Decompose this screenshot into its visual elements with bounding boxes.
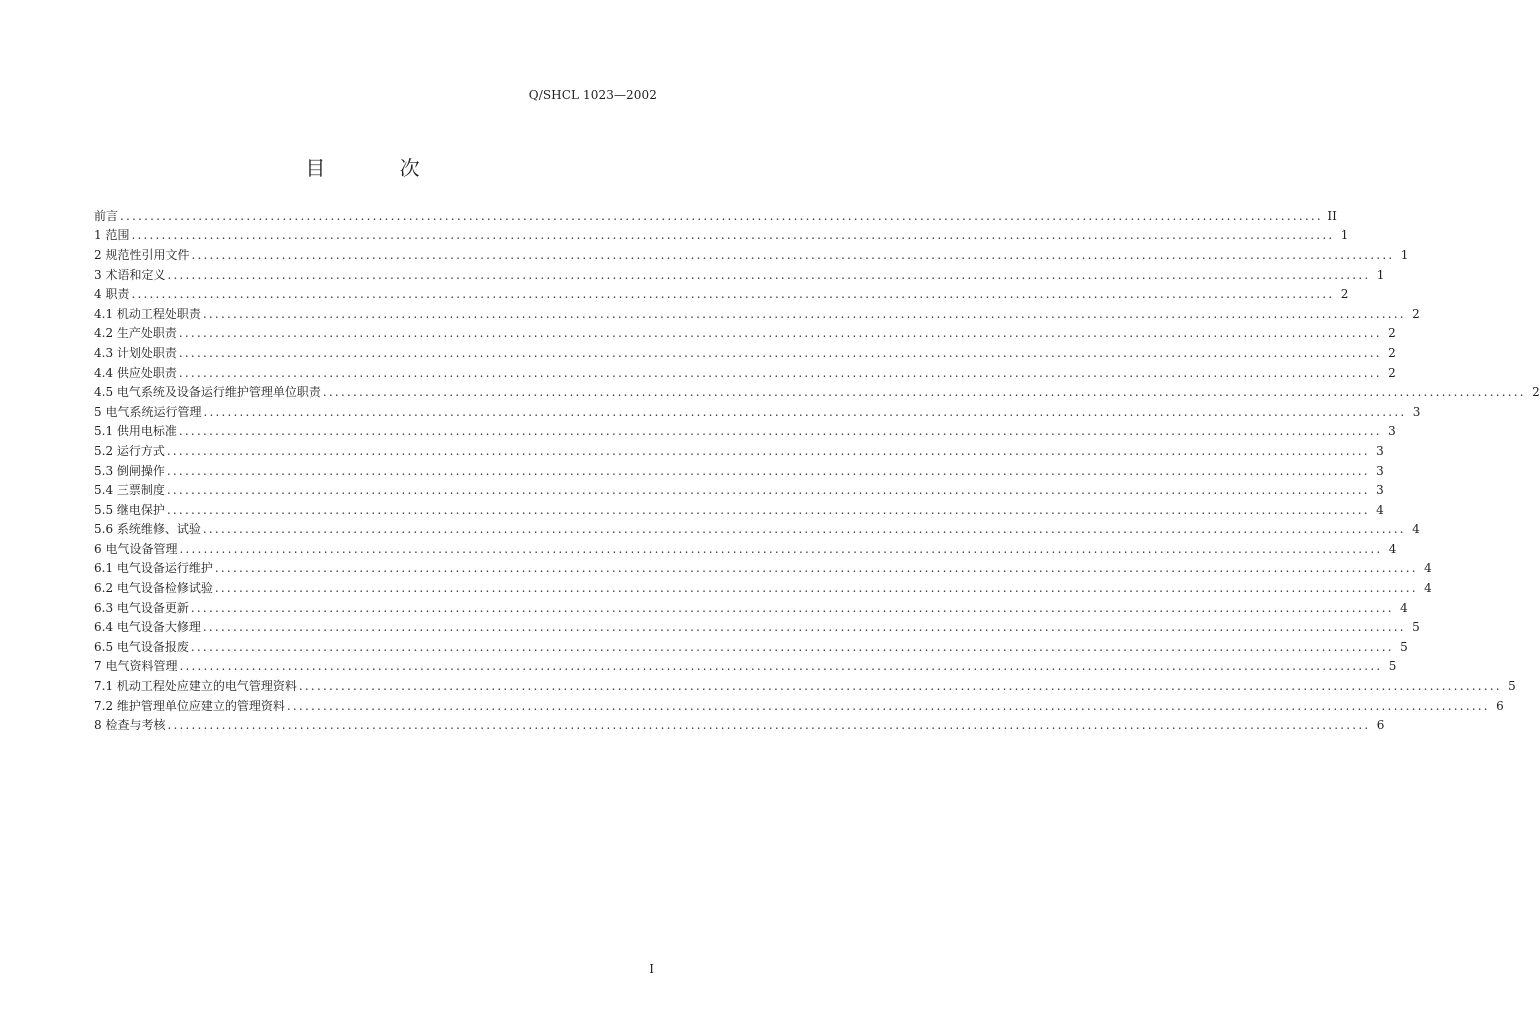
toc-entry-label: 6.5 电气设备报废 [94,639,189,654]
toc-entry-label: 5.4 三票制度 [94,483,165,498]
toc-entry-label: 4 职责 [94,287,130,302]
toc-leader-dots: ........................................................................................................................................................................................................ [190,600,1394,615]
toc-entry[interactable] [94,441,1384,461]
toc-entry-page: 5 [1508,679,1516,694]
toc-entry-label: 7.1 机动工程处应建立的电气管理资料 [94,679,297,694]
toc-entry[interactable] [94,422,1396,442]
toc-entry-label: 4.1 机动工程处职责 [94,306,201,321]
toc-leader-dots: ........................................................................................................................................................................................................ [286,698,1490,713]
toc-entry-label: 2 规范性引用文件 [94,247,190,262]
toc-leader-dots: ........................................................................................................................................................................................................ [166,463,1370,478]
toc-entry[interactable] [94,598,1408,618]
toc-entry[interactable] [94,304,1420,324]
document-code: Q/SHCL 1023—2002 [528,88,657,102]
toc-entry-label: 前言 [94,208,119,223]
toc-entry[interactable] [94,382,1540,402]
toc-entry[interactable] [94,520,1420,540]
toc-leader-dots: ........................................................................................................................................................................................................ [202,306,1406,321]
toc-entry-label: 5 电气系统运行管理 [94,404,202,419]
toc-leader-dots: ........................................................................................................................................................................................................ [214,561,1418,576]
toc-entry[interactable] [94,637,1408,657]
toc-entry-label: 4.4 供应处职责 [94,365,177,380]
toc-entry-page: 2 [1532,385,1540,400]
toc-entry-label: 3 术语和定义 [94,267,166,282]
toc-leader-dots: ........................................................................................................................................................................................................ [166,443,1370,458]
toc-leader-dots: ........................................................................................................................................................................................................ [322,385,1526,400]
toc-entry-page: 4 [1412,522,1420,537]
toc-entry-label: 7 电气资料管理 [94,659,178,674]
toc-entry[interactable] [94,578,1432,598]
page-title: 目 次 [305,156,454,180]
toc-entry[interactable] [94,617,1420,637]
toc-entry-label: 6.3 电气设备更新 [94,600,189,615]
toc-entry-page: 3 [1376,443,1384,458]
toc-entry[interactable] [94,226,1349,246]
toc-leader-dots: ........................................................................................................................................................................................................ [167,718,1371,733]
toc-leader-dots: ........................................................................................................................................................................................................ [178,365,1382,380]
toc-entry[interactable] [94,715,1385,735]
toc-leader-dots: ........................................................................................................................................................................................................ [166,483,1370,498]
toc-entry-label: 6 电气设备管理 [94,541,178,556]
toc-leader-dots: ........................................................................................................................................................................................................ [203,404,1407,419]
toc-entry-page: 4 [1424,581,1432,596]
toc-entry-page: 2 [1388,345,1396,360]
toc-entry-page: 4 [1388,541,1397,556]
toc-entry-page: 2 [1412,306,1420,321]
toc-entry[interactable] [94,676,1516,696]
toc-leader-dots: ........................................................................................................................................................................................................ [298,679,1502,694]
toc-entry[interactable] [94,500,1384,520]
toc-leader-dots: ........................................................................................................................................................................................................ [178,326,1382,341]
toc-entry-page: 2 [1388,326,1396,341]
toc-entry-page: 5 [1400,639,1408,654]
toc-entry-page: 3 [1376,463,1384,478]
toc-entry[interactable] [94,539,1397,559]
toc-entry[interactable] [94,265,1385,285]
toc-entry-label: 6.1 电气设备运行维护 [94,561,213,576]
toc-entry[interactable] [94,324,1396,344]
toc-entry[interactable] [94,206,1337,226]
toc-entry-label: 5.1 供用电标准 [94,424,177,439]
toc-entry-page: 1 [1400,247,1409,262]
toc-entry[interactable] [94,480,1384,500]
toc-entry-page: 5 [1412,620,1420,635]
toc-entry-label: 5.6 系统维修、试验 [94,522,201,537]
toc-leader-dots: ........................................................................................................................................................................................................ [202,620,1406,635]
toc-entry[interactable] [94,696,1504,716]
toc-entry-page: 2 [1388,365,1396,380]
toc-entry[interactable] [94,245,1409,265]
toc-entry-label: 5.2 运行方式 [94,443,165,458]
toc-entry-label: 1 范围 [94,228,130,243]
page-number: I [649,962,654,976]
toc-entry-label: 8 检查与考核 [94,718,166,733]
toc-leader-dots: ........................................................................................................................................................................................................ [131,228,1335,243]
toc-leader-dots: ........................................................................................................................................................................................................ [191,247,1395,262]
toc-entry[interactable] [94,402,1421,422]
toc-entry[interactable] [94,343,1396,363]
toc-entry[interactable] [94,559,1432,579]
toc-leader-dots: ........................................................................................................................................................................................................ [166,502,1370,517]
toc-entry-label: 6.4 电气设备大修理 [94,620,201,635]
toc-entry-label: 4.2 生产处职责 [94,326,177,341]
toc-leader-dots: ........................................................................................................................................................................................................ [167,267,1371,282]
toc-entry-page: 3 [1412,404,1421,419]
toc-entry-page: 1 [1340,228,1349,243]
toc-entry-page: 6 [1496,698,1504,713]
toc-leader-dots: ........................................................................................................................................................................................................ [179,659,1383,674]
toc-leader-dots: ........................................................................................................................................................................................................ [190,639,1394,654]
toc-leader-dots: ........................................................................................................................................................................................................ [214,581,1418,596]
toc-entry-page: 3 [1388,424,1396,439]
toc-entry-label: 4.5 电气系统及设备运行维护管理单位职责 [94,385,321,400]
toc-leader-dots: ........................................................................................................................................................................................................ [178,345,1382,360]
toc-entry-page: 5 [1388,659,1397,674]
toc-entry-page: 6 [1376,718,1385,733]
toc-leader-dots: ........................................................................................................................................................................................................ [202,522,1406,537]
toc-leader-dots: ........................................................................................................................................................................................................ [131,287,1335,302]
toc-entry-label: 7.2 维护管理单位应建立的管理资料 [94,698,285,713]
toc-leader-dots: ........................................................................................................................................................................................................ [179,541,1383,556]
toc-entry[interactable] [94,657,1397,677]
toc-entry-page: 1 [1376,267,1385,282]
toc-entry-page: 4 [1424,561,1432,576]
toc-entry-label: 4.3 计划处职责 [94,345,177,360]
toc-entry-page: 4 [1376,502,1384,517]
toc-entry-label: 6.2 电气设备检修试验 [94,581,213,596]
toc-leader-dots: ........................................................................................................................................................................................................ [178,424,1382,439]
toc-entry[interactable] [94,363,1396,383]
toc-leader-dots: ........................................................................................................................................................................................................ [120,208,1323,223]
toc-entry[interactable] [94,284,1349,304]
toc-entry-page: 2 [1340,287,1349,302]
toc-entry-label: 5.5 继电保护 [94,502,165,517]
table-of-contents [94,206,1540,735]
toc-entry[interactable] [94,461,1384,481]
toc-entry-label: 5.3 倒闸操作 [94,463,165,478]
toc-entry-page: 3 [1376,483,1384,498]
toc-entry-page: II [1327,208,1337,223]
toc-entry-page: 4 [1400,600,1408,615]
